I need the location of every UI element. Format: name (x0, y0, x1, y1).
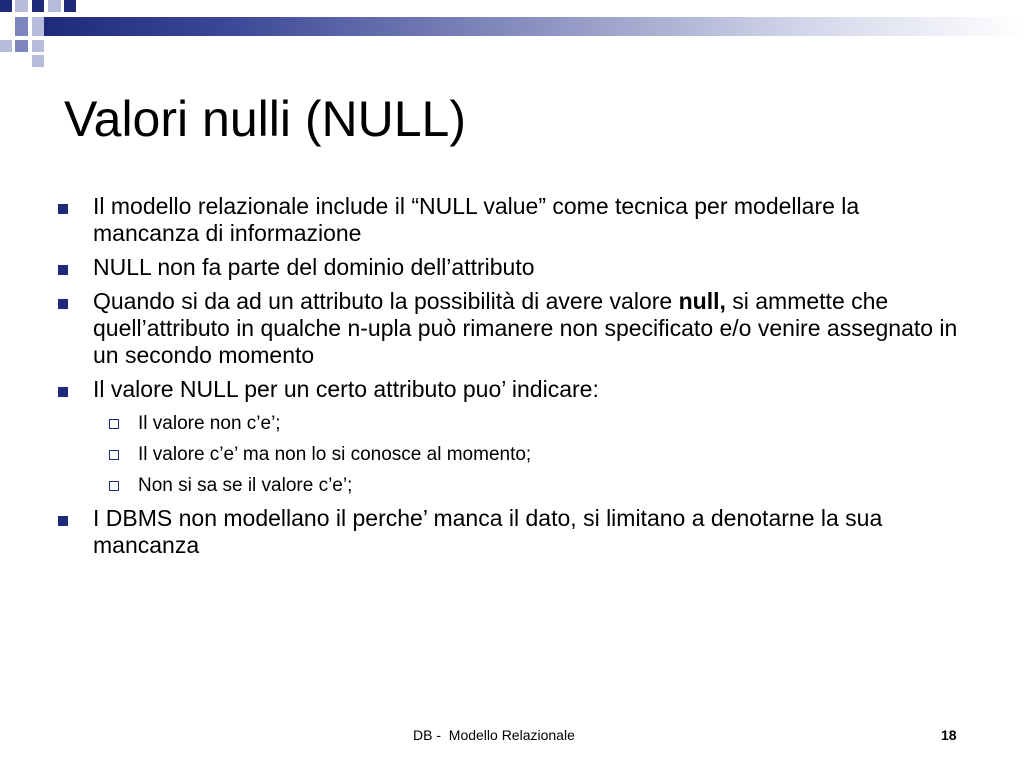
decor-square-icon (64, 0, 76, 12)
sub-bullet-text: Il valore c’e’ ma non lo si conosce al momento; (138, 444, 532, 465)
sub-bullet-item (58, 474, 958, 498)
hollow-square-icon (109, 481, 119, 491)
decor-square-icon (0, 40, 12, 52)
bullet-item (58, 376, 958, 403)
bullet-text: I DBMS non modellano il perche’ manca il dato, si limitano a denotarne la sua mancanza (93, 505, 883, 558)
footer-title: DB - Modello Relazionale (413, 727, 575, 743)
page-number: 18 (941, 727, 957, 743)
decor-square-icon (32, 40, 44, 52)
hollow-square-icon (109, 450, 119, 460)
decor-square-icon (15, 0, 28, 12)
decor-square-icon (32, 0, 44, 12)
decor-square-icon (15, 40, 28, 52)
decor-square-icon (32, 55, 44, 67)
decor-square-icon (32, 17, 44, 36)
bullet-text: NULL non fa parte del dominio dell’attributo (93, 254, 535, 280)
sub-bullet-text: Il valore non c’e’; (138, 413, 281, 434)
bullet-item (58, 193, 958, 247)
hollow-square-icon (109, 419, 119, 429)
bullet-text: Il valore NULL per un certo attributo puo’ indicare: (93, 376, 599, 402)
sub-bullet-item (58, 412, 958, 436)
sub-bullet-list (58, 412, 958, 505)
slide-title: Valori nulli (NULL) (64, 91, 466, 147)
bullet-text: Il modello relazionale include il “NULL value” come tecnica per modellare la mancanza di informazione (93, 193, 860, 246)
bullet-item (58, 254, 958, 281)
bullet-square-icon (58, 299, 68, 309)
bullet-item (58, 505, 958, 559)
bullet-square-icon (58, 516, 68, 526)
bullet-item (58, 288, 958, 369)
sub-bullet-item (58, 443, 958, 467)
header-gradient-bar (44, 17, 1024, 36)
bullet-text-bold: null, (678, 288, 726, 314)
bullet-square-icon (58, 204, 68, 214)
bullet-square-icon (58, 265, 68, 275)
bullet-list-continued (58, 505, 958, 566)
decor-square-icon (0, 0, 12, 12)
bullet-text-before: Quando si da ad un attributo la possibilità di avere valore (93, 288, 679, 314)
bullet-text-after: si ammette che quell’attributo in qualche n-upla può rimanere non specificato e/o venire assegnato in un secondo momento (93, 288, 958, 368)
decor-square-icon (48, 0, 61, 12)
bullet-list (58, 193, 958, 410)
bullet-square-icon (58, 387, 68, 397)
sub-bullet-text: Non si sa se il valore c’e’; (138, 475, 353, 496)
decor-square-icon (15, 17, 28, 36)
